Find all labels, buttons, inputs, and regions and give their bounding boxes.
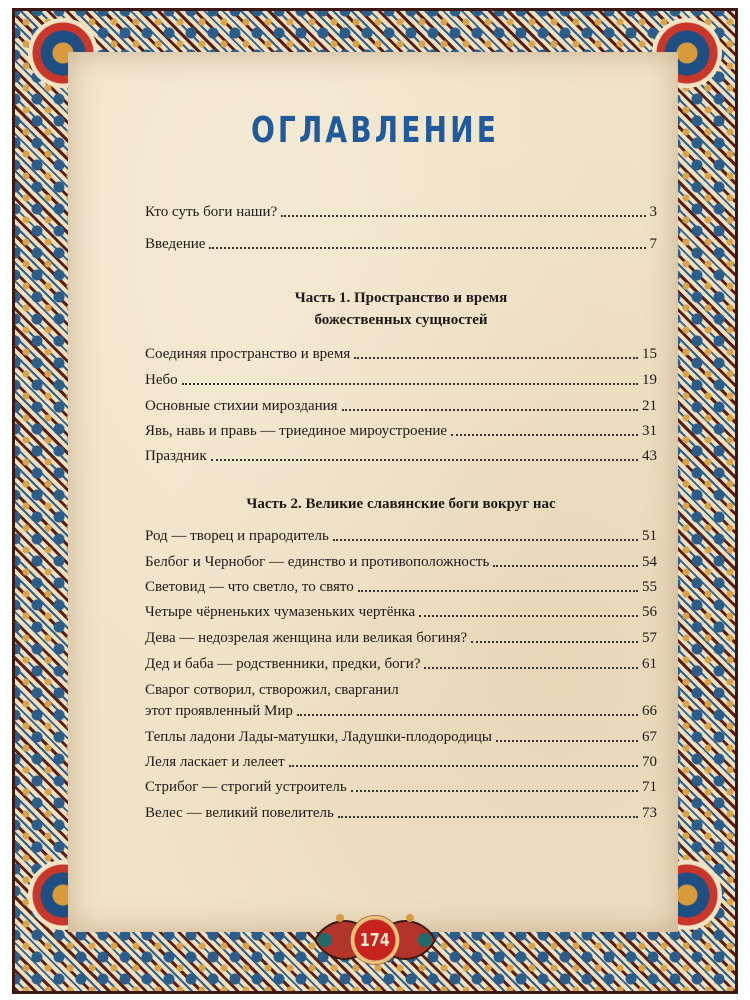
toc-entry-page: 71 xyxy=(642,779,657,795)
toc-entry-label-line1: Сварог сотворил, створожил, сварганил xyxy=(145,682,399,698)
toc-entry[interactable] xyxy=(145,682,657,721)
toc-entry-page: 43 xyxy=(642,448,657,464)
leader-dots xyxy=(351,789,638,792)
toc-entry-label: Соединяя пространство и время xyxy=(145,346,351,362)
toc-entry[interactable] xyxy=(145,577,657,597)
toc-entry-page: 67 xyxy=(642,729,657,745)
toc-entry[interactable] xyxy=(145,803,657,823)
toc-entry-label: Теплы ладони Лады-матушки, Ладушки-плодородицы xyxy=(145,729,492,745)
toc-entry[interactable] xyxy=(145,777,657,797)
toc-entry-label: этот проявленный Мир xyxy=(145,703,293,719)
toc-entry-label: Род — творец и прародитель xyxy=(145,528,329,544)
toc-entry[interactable] xyxy=(145,752,657,772)
toc-entry-page: 61 xyxy=(642,656,657,672)
toc-entry-label: Дед и баба — родственники, предки, боги? xyxy=(145,656,421,672)
toc-entry-label: Основные стихии мироздания xyxy=(145,398,338,414)
page-number-badge xyxy=(350,915,400,965)
toc-entry-page: 31 xyxy=(642,423,657,439)
part1-heading-line1: Часть 1. Пространство и время xyxy=(294,290,508,306)
leader-dots xyxy=(358,589,638,592)
toc-entry[interactable] xyxy=(145,727,657,747)
toc-entry-page: 56 xyxy=(642,604,657,620)
toc-entry-label: Праздник xyxy=(145,448,207,464)
toc-entry[interactable] xyxy=(145,370,657,390)
leader-dots xyxy=(209,246,645,249)
toc-entry[interactable] xyxy=(145,202,657,222)
leader-dots xyxy=(182,382,638,385)
toc-entry-page: 57 xyxy=(642,630,657,646)
leader-dots xyxy=(493,564,638,567)
leader-dots xyxy=(211,458,638,461)
toc-entry[interactable] xyxy=(145,396,657,416)
toc-entry[interactable] xyxy=(145,526,657,546)
toc-entry-page: 66 xyxy=(642,703,657,719)
leader-dots xyxy=(297,713,638,716)
leader-dots xyxy=(419,614,638,617)
leader-dots xyxy=(424,666,638,669)
toc-entry[interactable] xyxy=(145,654,657,674)
toc-entry-label: Леля ласкает и лелеет xyxy=(145,754,285,770)
toc-entry-label: Световид — что светло, то свято xyxy=(145,579,354,595)
toc-entry-page: 54 xyxy=(642,554,657,570)
leader-dots xyxy=(333,538,638,541)
toc-entry-page: 73 xyxy=(642,805,657,821)
toc-entry-page: 19 xyxy=(642,372,657,388)
toc-entry-label: Велес — великий повелитель xyxy=(145,805,334,821)
page-number: 174 xyxy=(359,929,391,951)
toc-entry-label: Небо xyxy=(145,372,178,388)
leader-dots xyxy=(354,356,638,359)
toc-entry-page: 21 xyxy=(642,398,657,414)
page-title: ОГЛАВЛЕНИЕ xyxy=(250,110,500,151)
part1-heading-line2: божественных сущностей xyxy=(314,312,488,328)
toc-entry-label: Белбог и Чернобог — единство и противоположность xyxy=(145,554,490,570)
paper-background xyxy=(68,52,678,932)
toc-entry[interactable] xyxy=(145,602,657,622)
toc-entry-label: Дева — недозрелая женщина или великая богиня? xyxy=(145,630,468,646)
leader-dots xyxy=(451,433,638,436)
toc-entry[interactable] xyxy=(145,552,657,572)
toc-entry-label: Введение xyxy=(145,236,206,252)
toc-entry-page: 51 xyxy=(642,528,657,544)
toc-entry-label: Стрибог — строгий устроитель xyxy=(145,779,347,795)
toc-entry-page: 15 xyxy=(642,346,657,362)
leader-dots xyxy=(281,214,645,217)
leader-dots xyxy=(471,640,638,643)
part2-heading: Часть 2. Великие славянские боги вокруг нас xyxy=(246,496,556,512)
toc-entry-page: 7 xyxy=(649,236,657,252)
toc-entry-page: 3 xyxy=(649,204,657,220)
leader-dots xyxy=(342,408,638,411)
toc-entry-label: Кто суть боги наши? xyxy=(145,204,278,220)
toc-entry[interactable] xyxy=(145,628,657,648)
toc-entry-label: Четыре чёрненьких чумазеньких чертёнка xyxy=(145,604,416,620)
leader-dots xyxy=(289,764,638,767)
toc-entry-label: Явь, навь и правь — триединое мироустроение xyxy=(145,423,448,439)
toc-entry[interactable] xyxy=(145,446,657,466)
toc-entry[interactable] xyxy=(145,344,657,364)
toc-entry-page: 70 xyxy=(642,754,657,770)
toc-entry-page: 55 xyxy=(642,579,657,595)
toc-entry[interactable] xyxy=(145,421,657,441)
leader-dots xyxy=(338,815,638,818)
leader-dots xyxy=(496,739,638,742)
toc-entry[interactable] xyxy=(145,234,657,254)
